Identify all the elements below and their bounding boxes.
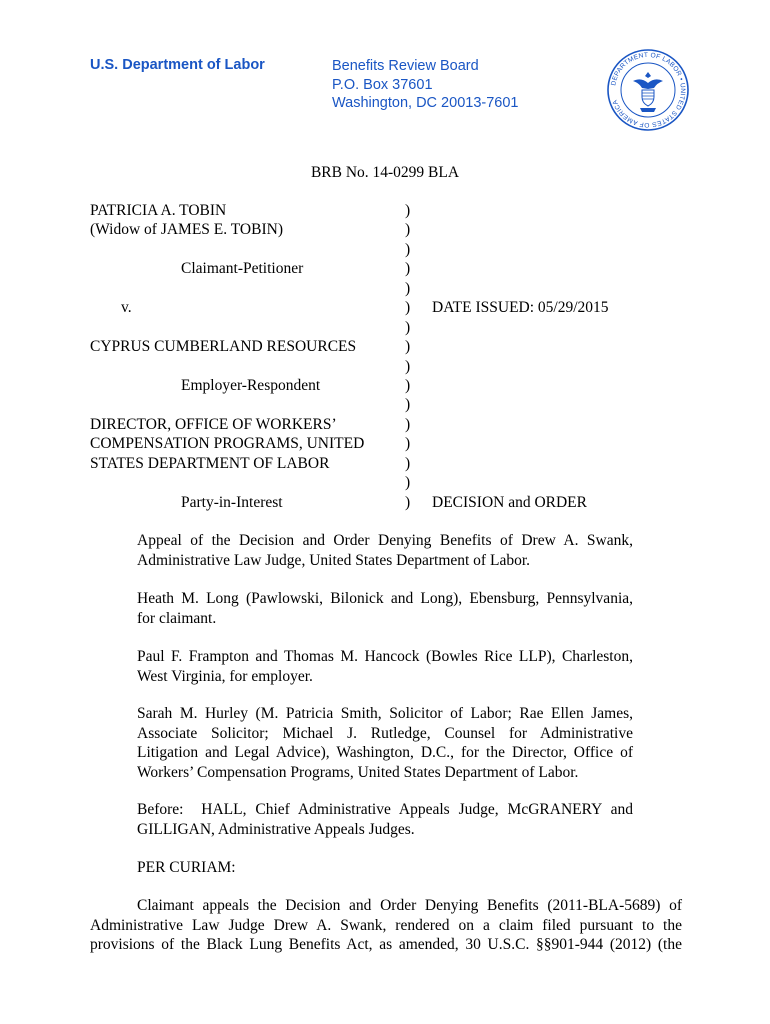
claimant-role: Claimant-Petitioner: [181, 260, 304, 278]
board-name: Benefits Review Board: [332, 58, 479, 74]
paren: ): [405, 493, 411, 511]
paren: ): [405, 338, 411, 356]
appeal-line: Appeal of the Decision and Order Denying Benefits of Drew A. Swank,: [137, 532, 633, 549]
board-po-box: P.O. Box 37601: [332, 76, 433, 93]
board-address: [332, 57, 518, 113]
paren: ): [405, 202, 411, 219]
paren: ): [405, 357, 411, 375]
paren: ): [405, 221, 411, 239]
decision-label: DECISION and ORDER: [432, 494, 587, 511]
case-caption-parties: [90, 201, 400, 512]
director-counsel-line: Workers’ Compensation Programs, United States Department of Labor.: [137, 763, 579, 781]
panel-line: Before: HALL, Chief Administrative Appeals Judge, McGRANERY and: [137, 801, 633, 818]
paren: ): [405, 454, 411, 472]
claimant-counsel-line: for claimant.: [137, 609, 217, 627]
director-counsel-line: Associate Solicitor; Michael J. Rutledge, Counsel for Administrative: [137, 724, 633, 742]
date-issued: DATE ISSUED: 05/29/2015: [432, 299, 609, 316]
claimant-name: PATRICIA A. TOBIN: [90, 202, 227, 219]
paren: ): [405, 376, 411, 394]
director-counsel-line: Sarah M. Hurley (M. Patricia Smith, Solicitor of Labor; Rae Ellen James,: [137, 705, 633, 722]
paren: ): [405, 279, 411, 297]
body-line: provisions of the Black Lung Benefits Act, as amended, 30 U.S.C. §§901-944 (2012) (the: [90, 936, 682, 953]
paren: ): [405, 435, 411, 453]
seal-ring-text: DEPARTMENT OF LABOR • UNITED STATES OF AMERICA: [610, 51, 687, 129]
director-counsel-paragraph: [137, 704, 633, 782]
appeal-paragraph: [137, 531, 633, 570]
case-number: BRB No. 14-0299 BLA: [310, 164, 460, 181]
paren: ): [405, 415, 411, 433]
department-name: U.S. Department of Labor: [90, 57, 265, 73]
paren: ): [405, 260, 411, 278]
claimant-counsel-line: Heath M. Long (Pawlowski, Bilonick and Long), Ebensburg, Pennsylvania,: [137, 590, 633, 607]
paren: ): [405, 299, 411, 317]
claimant-counsel-paragraph: [137, 589, 633, 628]
opinion-body: [90, 896, 682, 955]
body-line: Claimant appeals the Decision and Order Denying Benefits (2011-BLA-5689) of: [137, 897, 682, 914]
paren: ): [405, 240, 411, 258]
director-role: Party-in-Interest: [181, 493, 283, 511]
caption-paren-column: [405, 201, 419, 512]
director-line-2: COMPENSATION PROGRAMS, UNITED: [90, 435, 365, 453]
versus: v.: [121, 299, 132, 317]
employer-counsel-line: Paul F. Frampton and Thomas M. Hancock (Bowles Rice LLP), Charleston,: [137, 648, 633, 665]
panel-paragraph: [137, 800, 633, 839]
employer-name: CYPRUS CUMBERLAND RESOURCES: [90, 338, 357, 356]
claimant-note: (Widow of JAMES E. TOBIN): [90, 221, 283, 239]
appeal-line: Administrative Law Judge, United States Department of Labor.: [137, 551, 531, 569]
board-city: Washington, DC 20013-7601: [332, 95, 519, 111]
director-line-1: DIRECTOR, OFFICE OF WORKERS’: [90, 415, 337, 433]
employer-role: Employer-Respondent: [181, 376, 321, 394]
body-line: Administrative Law Judge Drew A. Swank, rendered on a claim filed pursuant to the: [90, 916, 682, 934]
paren: ): [405, 474, 411, 492]
director-line-3: STATES DEPARTMENT OF LABOR: [90, 454, 330, 472]
employer-counsel-paragraph: [137, 647, 633, 686]
dol-seal-icon: [606, 48, 690, 132]
paren: ): [405, 396, 411, 414]
per-curiam-heading: PER CURIAM:: [137, 859, 236, 876]
employer-counsel-line: West Virginia, for employer.: [137, 667, 313, 685]
panel-line: GILLIGAN, Administrative Appeals Judges.: [137, 820, 415, 838]
director-counsel-line: Litigation and Legal Advice), Washington, D.C., for the Director, Office of: [137, 744, 633, 761]
paren: ): [405, 318, 411, 336]
